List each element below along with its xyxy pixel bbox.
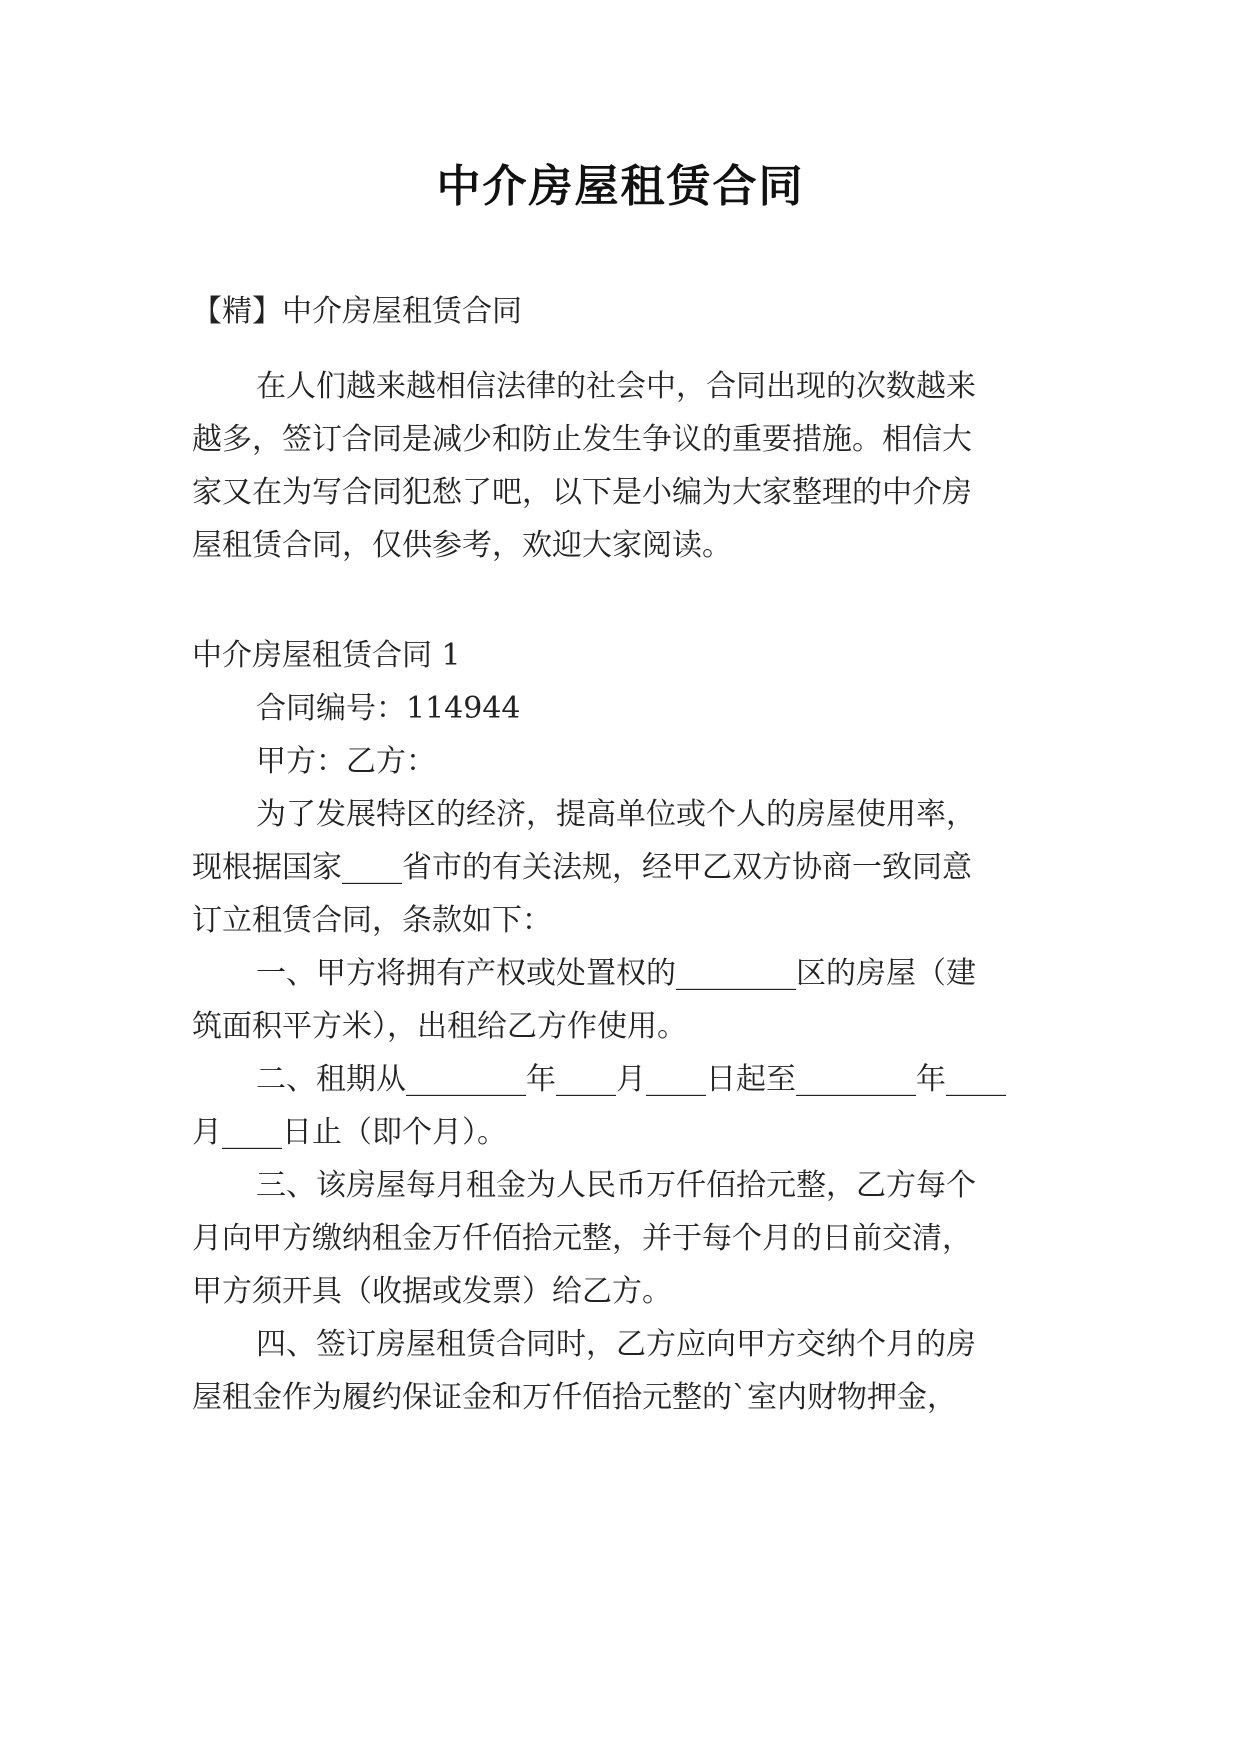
intro-line: 屋租赁合同，仅供参考，欢迎大家阅读。 — [192, 528, 732, 563]
body-line: 筑面积平方米），出租给乙方作使用。 — [192, 1009, 687, 1044]
intro-line: 家又在为写合同犯愁了吧，以下是小编为大家整理的中介房 — [192, 475, 972, 510]
parties-line: 甲方：乙方： — [256, 744, 436, 779]
document-subtitle: 【精】中介房屋租赁合同 — [192, 294, 522, 329]
section-heading: 中介房屋租赁合同 1 — [192, 638, 461, 673]
document-title: 中介房屋租赁合同 — [436, 161, 805, 212]
body-line: 屋租金作为履约保证金和万仟佰拾元整的`室内财物押金， — [192, 1380, 957, 1415]
body-line: 订立租赁合同，条款如下： — [192, 903, 552, 938]
intro-line: 越多，签订合同是减少和防止发生争议的重要措施。相信大 — [192, 422, 972, 457]
body-line: 一、甲方将拥有产权或处置权的________区的房屋（建 — [256, 956, 976, 991]
contract-number: 合同编号：114944 — [256, 691, 521, 726]
body-line: 现根据国家____省市的有关法规，经甲乙双方协商一致同意 — [192, 850, 972, 885]
body-line: 月向甲方缴纳租金万仟佰拾元整，并于每个月的日前交清， — [192, 1221, 972, 1256]
body-line: 四、签订房屋租赁合同时，乙方应向甲方交纳个月的房 — [256, 1327, 976, 1362]
body-line: 二、租期从________年____月____日起至________年____ — [256, 1062, 1006, 1097]
intro-line: 在人们越来越相信法律的社会中，合同出现的次数越来 — [256, 369, 976, 404]
body-line: 甲方须开具（收据或发票）给乙方。 — [192, 1274, 672, 1309]
body-line: 月____日止（即个月）。 — [192, 1115, 507, 1150]
body-line: 三、该房屋每月租金为人民币万仟佰拾元整，乙方每个 — [256, 1168, 976, 1203]
body-line: 为了发展特区的经济，提高单位或个人的房屋使用率， — [256, 797, 976, 832]
